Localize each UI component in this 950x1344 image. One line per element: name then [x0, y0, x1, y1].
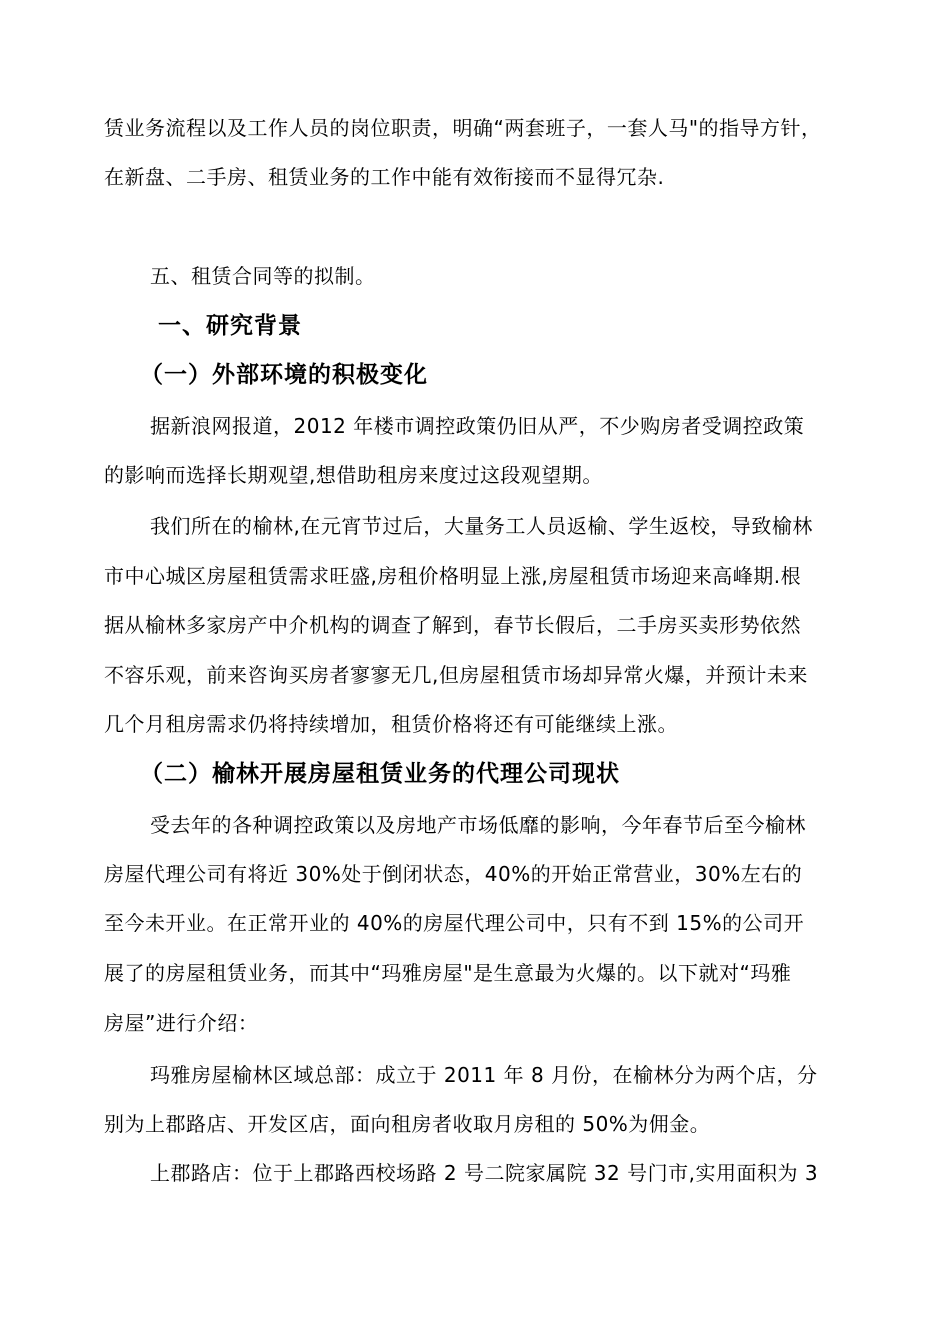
subsection-heading-external-environment: （一）外部环境的积极变化: [140, 362, 428, 388]
paragraph-3-line-1: 受去年的各种调控政策以及房地产市场低靡的影响，今年春节后至今榆林: [150, 813, 806, 837]
paragraph-4-line-2: 别为上郡路店、开发区店，面向租房者收取月房租的 50%为佣金。: [104, 1112, 711, 1136]
paragraph-2-line-2: 市中心城区房屋租赁需求旺盛,房租价格明显上涨,房屋租赁市场迎来高峰期.根: [104, 564, 802, 588]
intro-line-1: 赁业务流程以及工作人员的岗位职责，明确“两套班子，一套人马"的指导方针，: [104, 116, 822, 140]
subsection-heading-agency-status: （二）榆林开展房屋租赁业务的代理公司现状: [140, 761, 620, 787]
paragraph-5-line-1: 上郡路店：位于上郡路西校场路 2 号二院家属院 32 号门市,实用面积为 3: [150, 1161, 819, 1185]
paragraph-3-line-4: 展了的房屋租赁业务，而其中“玛雅房屋"是生意最为火爆的。以下就对“玛雅: [104, 961, 792, 985]
paragraph-3-line-5: 房屋”进行介绍：: [104, 1011, 259, 1035]
paragraph-2-line-3: 据从榆林多家房产中介机构的调查了解到，春节长假后，二手房买卖形势依然: [104, 613, 801, 637]
paragraph-3-line-3: 至今未开业。在正常开业的 40%的房屋代理公司中，只有不到 15%的公司开: [104, 911, 805, 935]
paragraph-1-line-2: 的影响而选择长期观望,想借助租房来度过这段观望期。: [104, 463, 603, 487]
paragraph-3-line-2: 房屋代理公司有将近 30%处于倒闭状态，40%的开始正常营业，30%左右的: [104, 862, 803, 886]
paragraph-2-line-4: 不容乐观，前来咨询买房者寥寥无几,但房屋租赁市场却异常火爆，并预计未来: [104, 663, 808, 687]
list-item-five: 五、租赁合同等的拟制。: [150, 264, 376, 288]
paragraph-1-line-1: 据新浪网报道，2012 年楼市调控政策仍旧从严，不少购房者受调控政策: [150, 414, 805, 438]
paragraph-4-line-1: 玛雅房屋榆林区域总部：成立于 2011 年 8 月份，在榆林分为两个店，分: [150, 1063, 818, 1087]
paragraph-2-line-1: 我们所在的榆林,在元宵节过后，大量务工人员返榆、学生返校，导致榆林: [150, 514, 813, 538]
paragraph-2-line-5: 几个月租房需求仍将持续增加，租赁价格将还有可能继续上涨。: [104, 712, 678, 736]
section-heading-research-background: 一、研究背景: [158, 313, 302, 339]
intro-line-2: 在新盘、二手房、租赁业务的工作中能有效衔接而不显得冗杂.: [104, 165, 665, 189]
